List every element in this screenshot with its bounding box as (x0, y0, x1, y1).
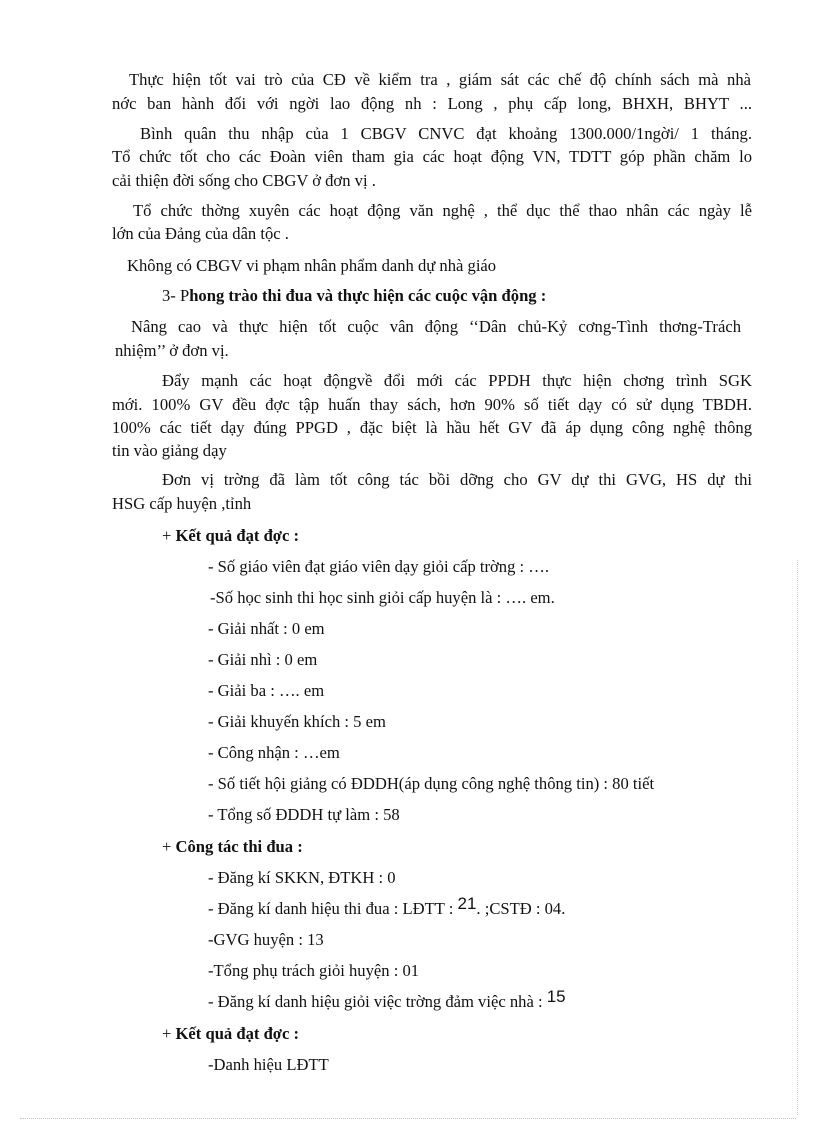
section-3-prefix: 3- P (162, 286, 190, 305)
emulation-item-gvg: -GVG huyện : 13 (208, 930, 324, 949)
results-item-second-prize: - Giải nhì : 0 em (208, 650, 318, 669)
paragraph-4-line-1: Không có CBGV vi phạm nhân phẩm danh dự nhà giáo (127, 256, 497, 275)
paragraph-3-line-1: Tổ chức thờng xuyên các hoạt động văn nghệ , thể dục thể thao nhân các ngày lễ (133, 201, 752, 220)
results-item-teachers: - Số giáo viên đạt giáo viên dạy giỏi cấp trờng : …. (208, 557, 550, 576)
emulation-item-titles (208, 894, 566, 919)
paragraph-5-line-2: nhiệm’’ ở đơn vị. (115, 341, 229, 360)
results-item-third-prize: - Giải ba : …. em (208, 681, 325, 700)
emulation-item-advisor: -Tổng phụ trách giỏi huyện : 01 (208, 961, 420, 980)
emulation-heading-plus: + (162, 837, 176, 856)
handwritten-number-15: 15 (546, 987, 566, 1006)
paragraph-2-line-2: Tổ chức tốt cho các Đoàn viên tham gia các hoạt động VN, TDTT góp phần chăm lo (112, 147, 752, 166)
emulation-heading (162, 837, 303, 857)
paragraph-5-line-1: Nâng cao và thực hiện tốt cuộc vân động ‘‘Dân chủ-Kỷ cơng-Tình thơng-Trách (131, 317, 741, 336)
paragraph-7-line-1: Đơn vị trờng đã làm tốt công tác bồi dỡng cho GV dự thi GVG, HS dự thi (162, 470, 752, 489)
results-2-heading-plus: + (162, 1024, 176, 1043)
emulation-item-family (208, 987, 566, 1012)
paragraph-2-line-1: Bình quân thu nhập của 1 CBGV CNVC đạt khoảng 1300.000/1ngời/ 1 tháng. (140, 124, 752, 143)
paragraph-1-line-1: Thực hiện tốt vai trò của CĐ về kiểm tra , giám sát các chế độ chính sách mà nhà (129, 70, 751, 89)
results-item-first-prize: - Giải nhất : 0 em (208, 619, 325, 638)
results-2-heading-text: Kết quả đạt đợc : (175, 1024, 300, 1043)
paragraph-3-line-2: lớn của Đảng của dân tộc . (112, 224, 289, 243)
results-item-encouragement-prize: - Giải khuyến khích : 5 em (208, 712, 386, 731)
paragraph-2-line-3: cải thiện đời sống cho CBGV ở đơn vị . (112, 171, 376, 190)
results-2-heading (162, 1024, 299, 1044)
results-2-item-ldtt: -Danh hiệu LĐTT (208, 1055, 329, 1074)
results-item-teaching-aids: - Tổng số ĐDDH tự làm : 58 (208, 805, 400, 824)
page-bottom-dotted-border (20, 1118, 796, 1119)
handwritten-number-21: 21 (457, 894, 477, 913)
paragraph-6-line-3: 100% các tiết dạy đúng PPGD , đặc biệt là hầu hết GV đã áp dụng công nghệ thông (112, 418, 752, 437)
emulation-titles-label: - Đăng kí danh hiệu thi đua : LĐTT : (208, 899, 458, 918)
section-3-title: hong trào thi đua và thực hiện các cuộc vận động : (189, 286, 547, 305)
results-heading-text: Kết quả đạt đợc : (175, 526, 300, 545)
paragraph-7-line-2: HSG cấp huyện ,tỉnh (112, 494, 252, 513)
emulation-titles-rest: . ;CSTĐ : 04. (476, 899, 566, 918)
section-3-heading (162, 286, 546, 306)
paragraph-6-line-1: Đẩy mạnh các hoạt độngvề đổi mới các PPDH thực hiện chơng trình SGK (162, 371, 752, 390)
page-right-dotted-border (797, 560, 798, 1115)
emulation-family-label: - Đăng kí danh hiệu giỏi việc trờng đảm việc nhà : (208, 992, 547, 1011)
emulation-heading-text: Công tác thi đua : (175, 837, 303, 856)
emulation-item-skkn: - Đăng kí SKKN, ĐTKH : 0 (208, 868, 396, 887)
results-item-lessons: - Số tiết hội giảng có ĐDDH(áp dụng công nghệ thông tin) : 80 tiết (208, 774, 655, 793)
results-heading-plus: + (162, 526, 176, 545)
results-heading (162, 526, 299, 546)
paragraph-6-line-4: tin vào giảng dạy (112, 441, 227, 460)
results-item-students: -Số học sinh thi học sinh giỏi cấp huyện là : …. em. (210, 588, 555, 607)
paragraph-6-line-2: mới. 100% GV đều đợc tập huấn thay sách, hơn 90% số tiết dạy có sử dụng TBDH. (112, 395, 752, 414)
paragraph-1-line-2: nớc ban hành đối với ngời lao động nh : Long , phụ cấp long, BHXH, BHYT ... (112, 94, 752, 113)
results-item-recognition: - Công nhận : …em (208, 743, 340, 762)
